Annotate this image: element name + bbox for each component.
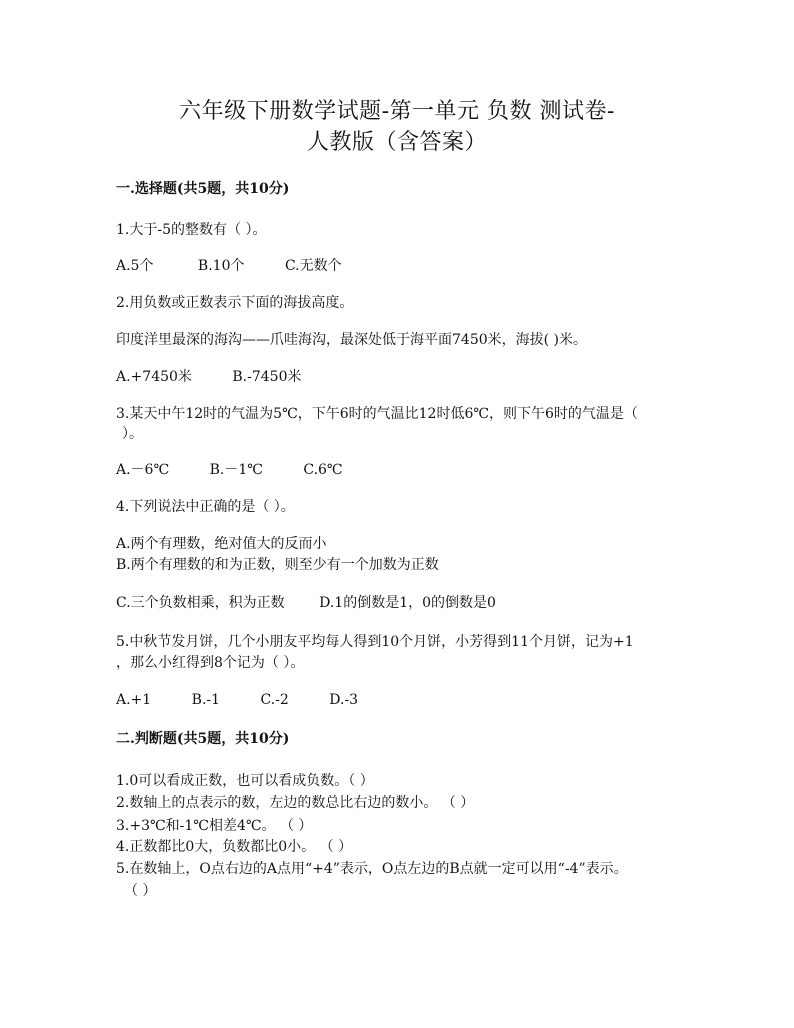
q3-options [116,461,343,479]
q2-options [116,368,301,386]
q4-option-b: B.两个有理数的和为正数，则至少有一个加数为正数 [116,557,439,573]
q5-option-b: B.-1 [191,692,221,708]
tf-item-2: 2.数轴上的点表示的数，左边的数总比右边的数小。 （ ） [116,795,475,811]
q1-text: 1.大于-5的整数有（ ）。 [116,222,267,238]
tf-item-4: 4.正数都比0大，负数都比0小。 （ ） [116,839,353,855]
tf-item-3: 3.+3℃和-1℃相差4℃。 （ ） [116,818,313,834]
q5-option-d: D.-3 [329,692,359,708]
q3-option-a: A.－6℃ [116,462,170,478]
q3-option-b: B.－1℃ [209,462,263,478]
q5-options [116,691,358,709]
q1-options [116,257,342,275]
tf-item-5-cont: （ ） [124,883,157,899]
q5-text-cont: ，那么小红得到8个记为（ ）。 [116,655,305,671]
section1-heading: 一.选择题(共5题，共10分) [116,181,290,197]
q2-text: 2.用负数或正数表示下面的海拔高度。 [116,295,354,311]
tf-item-5: 5.在数轴上，O点右边的A点用“+4”表示，O点左边的B点就一定可以用“-4”表示。 [116,861,628,877]
q2-text2: 印度洋里最深的海沟——爪哇海沟，最深处低于海平面7450米，海拔( )米。 [116,332,588,348]
q3-option-c: C.6℃ [303,462,343,478]
q4-option-c: C.三个负数相乘，积为正数 [116,595,285,611]
q4-text: 4.下列说法中正确的是（ ）。 [116,499,295,515]
q1-option-b: B.10个 [197,258,245,274]
q4-options-cd [116,594,496,612]
document-title-line1: 六年级下册数学试题-第一单元 负数 测试卷- [179,99,615,124]
q3-text-cont: ）。 [122,426,143,442]
q1-option-c: C.无数个 [284,258,342,274]
q1-option-a: A.5个 [116,258,154,274]
section2-heading: 二.判断题(共5题，共10分) [116,731,290,747]
document-title-line2: 人教版（含答案） [306,130,487,155]
q2-option-a: A.+7450米 [116,369,192,385]
q5-option-a: A.+1 [116,692,152,708]
q5-option-c: C.-2 [260,692,289,708]
tf-item-1: 1.0可以看成正数，也可以看成负数。（ ） [116,773,374,789]
q5-text: 5.中秋节发月饼，几个小朋友平均每人得到10个月饼，小芳得到11个月饼，记为+1 [116,634,634,650]
q2-option-b: B.-7450米 [232,369,302,385]
q4-option-d: D.1的倒数是1，0的倒数是0 [319,595,496,611]
q3-text: 3.某天中午12时的气温为5℃，下午6时的气温比12时低6℃，则下午6时的气温是（ [116,406,638,422]
q4-option-a: A.两个有理数，绝对值大的反而小 [116,536,327,552]
